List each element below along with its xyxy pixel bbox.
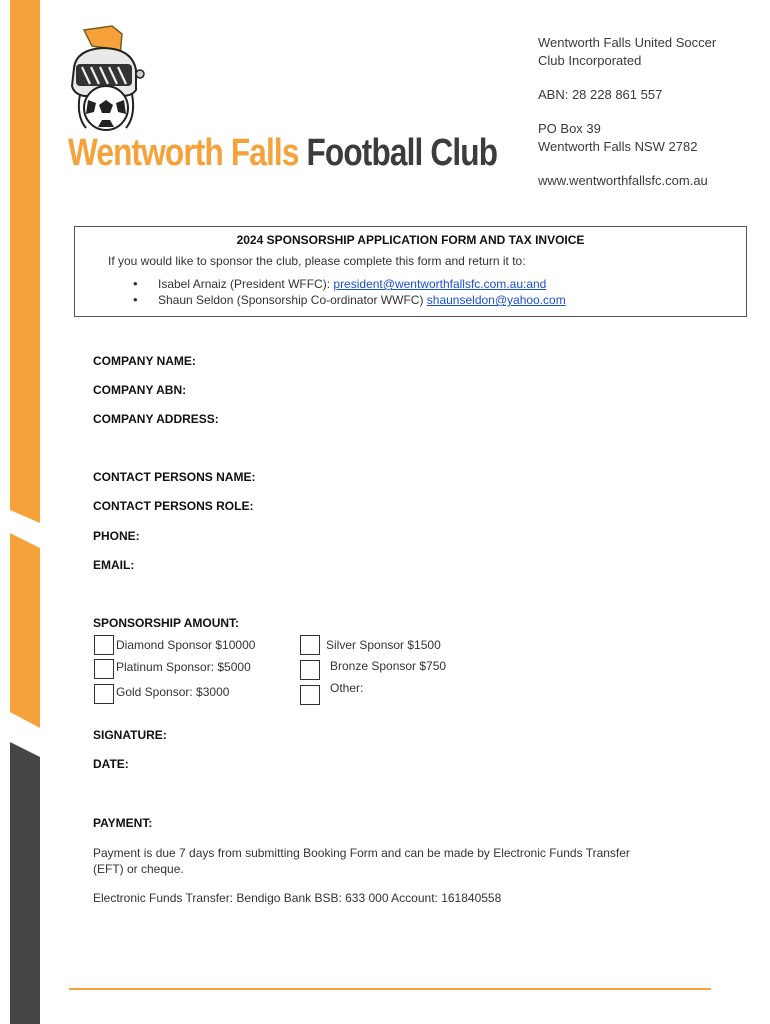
company-name-label: COMPANY NAME:: [93, 354, 196, 368]
silver-sponsor-checkbox[interactable]: [300, 635, 320, 655]
org-name-line2: Club Incorporated: [538, 53, 642, 68]
other-sponsor-checkbox[interactable]: [300, 685, 320, 705]
org-website: www.wentworthfallsfc.com.au: [538, 173, 708, 188]
knight-helmet-football-logo: [62, 24, 154, 134]
sponsorship-amount-label: SPONSORSHIP AMOUNT:: [93, 616, 240, 630]
platinum-sponsor-checkbox[interactable]: [94, 659, 114, 679]
eft-details: Electronic Funds Transfer: Bendigo Bank BSB: 633 000 Account: 161840558: [93, 891, 502, 905]
contact-sponsorship-coordinator: Shaun Seldon (Sponsorship Co-ordinator WWFC): [158, 293, 427, 307]
org-name-line1: Wentworth Falls United Soccer: [538, 35, 717, 50]
diamond-sponsor-label: Diamond Sponsor $10000: [116, 638, 256, 652]
bronze-sponsor-label: Bronze Sponsor $750: [330, 659, 447, 673]
payment-label: PAYMENT:: [93, 816, 153, 830]
contact-president: Isabel Arnaiz (President WFFC):: [158, 277, 334, 291]
side-stripe: [0, 0, 40, 1024]
form-title: 2024 SPONSORSHIP APPLICATION FORM AND TAX INVOICE: [236, 233, 585, 247]
signature-label: SIGNATURE:: [93, 728, 167, 742]
list-item: [133, 292, 566, 308]
email-label: EMAIL:: [93, 558, 135, 572]
company-abn-label: COMPANY ABN:: [93, 383, 187, 397]
return-contacts-list: [133, 276, 566, 308]
form-instructions-box: [74, 226, 747, 317]
payment-terms: Payment is due 7 days from submitting Booking Form and can be made by Electronic Funds Transfer (EFT) or cheque.: [93, 846, 630, 876]
footer-divider: [69, 988, 711, 990]
list-item: [133, 276, 566, 292]
coordinator-email-link[interactable]: shaunseldon@yahoo.com: [426, 293, 566, 307]
org-suburb: Wentworth Falls NSW 2782: [538, 139, 698, 154]
platinum-sponsor-label: Platinum Sponsor: $5000: [116, 660, 251, 674]
org-abn: ABN: 28 228 861 557: [538, 87, 663, 102]
contact-name-label: CONTACT PERSONS NAME:: [93, 470, 256, 484]
club-title-part2: Football Club: [306, 132, 498, 174]
company-address-label: COMPANY ADDRESS:: [93, 412, 219, 426]
club-title: [68, 132, 497, 175]
club-contact-info: [538, 34, 758, 190]
silver-sponsor-label: Silver Sponsor $1500: [326, 638, 441, 652]
contact-role-label: CONTACT PERSONS ROLE:: [93, 499, 254, 513]
gold-sponsor-label: Gold Sponsor: $3000: [116, 685, 230, 699]
club-title-part1: Wentworth Falls: [68, 132, 299, 174]
org-po-box: PO Box 39: [538, 121, 601, 136]
gold-sponsor-checkbox[interactable]: [94, 684, 114, 704]
diamond-sponsor-checkbox[interactable]: [94, 635, 114, 655]
president-email-link[interactable]: president@wentworthfallsfc.com.au:and: [333, 277, 547, 291]
bronze-sponsor-checkbox[interactable]: [300, 660, 320, 680]
other-sponsor-label: Other:: [330, 681, 364, 695]
date-label: DATE:: [93, 757, 129, 771]
phone-label: PHONE:: [93, 529, 140, 543]
form-intro: If you would like to sponsor the club, please complete this form and return it to:: [108, 254, 526, 268]
